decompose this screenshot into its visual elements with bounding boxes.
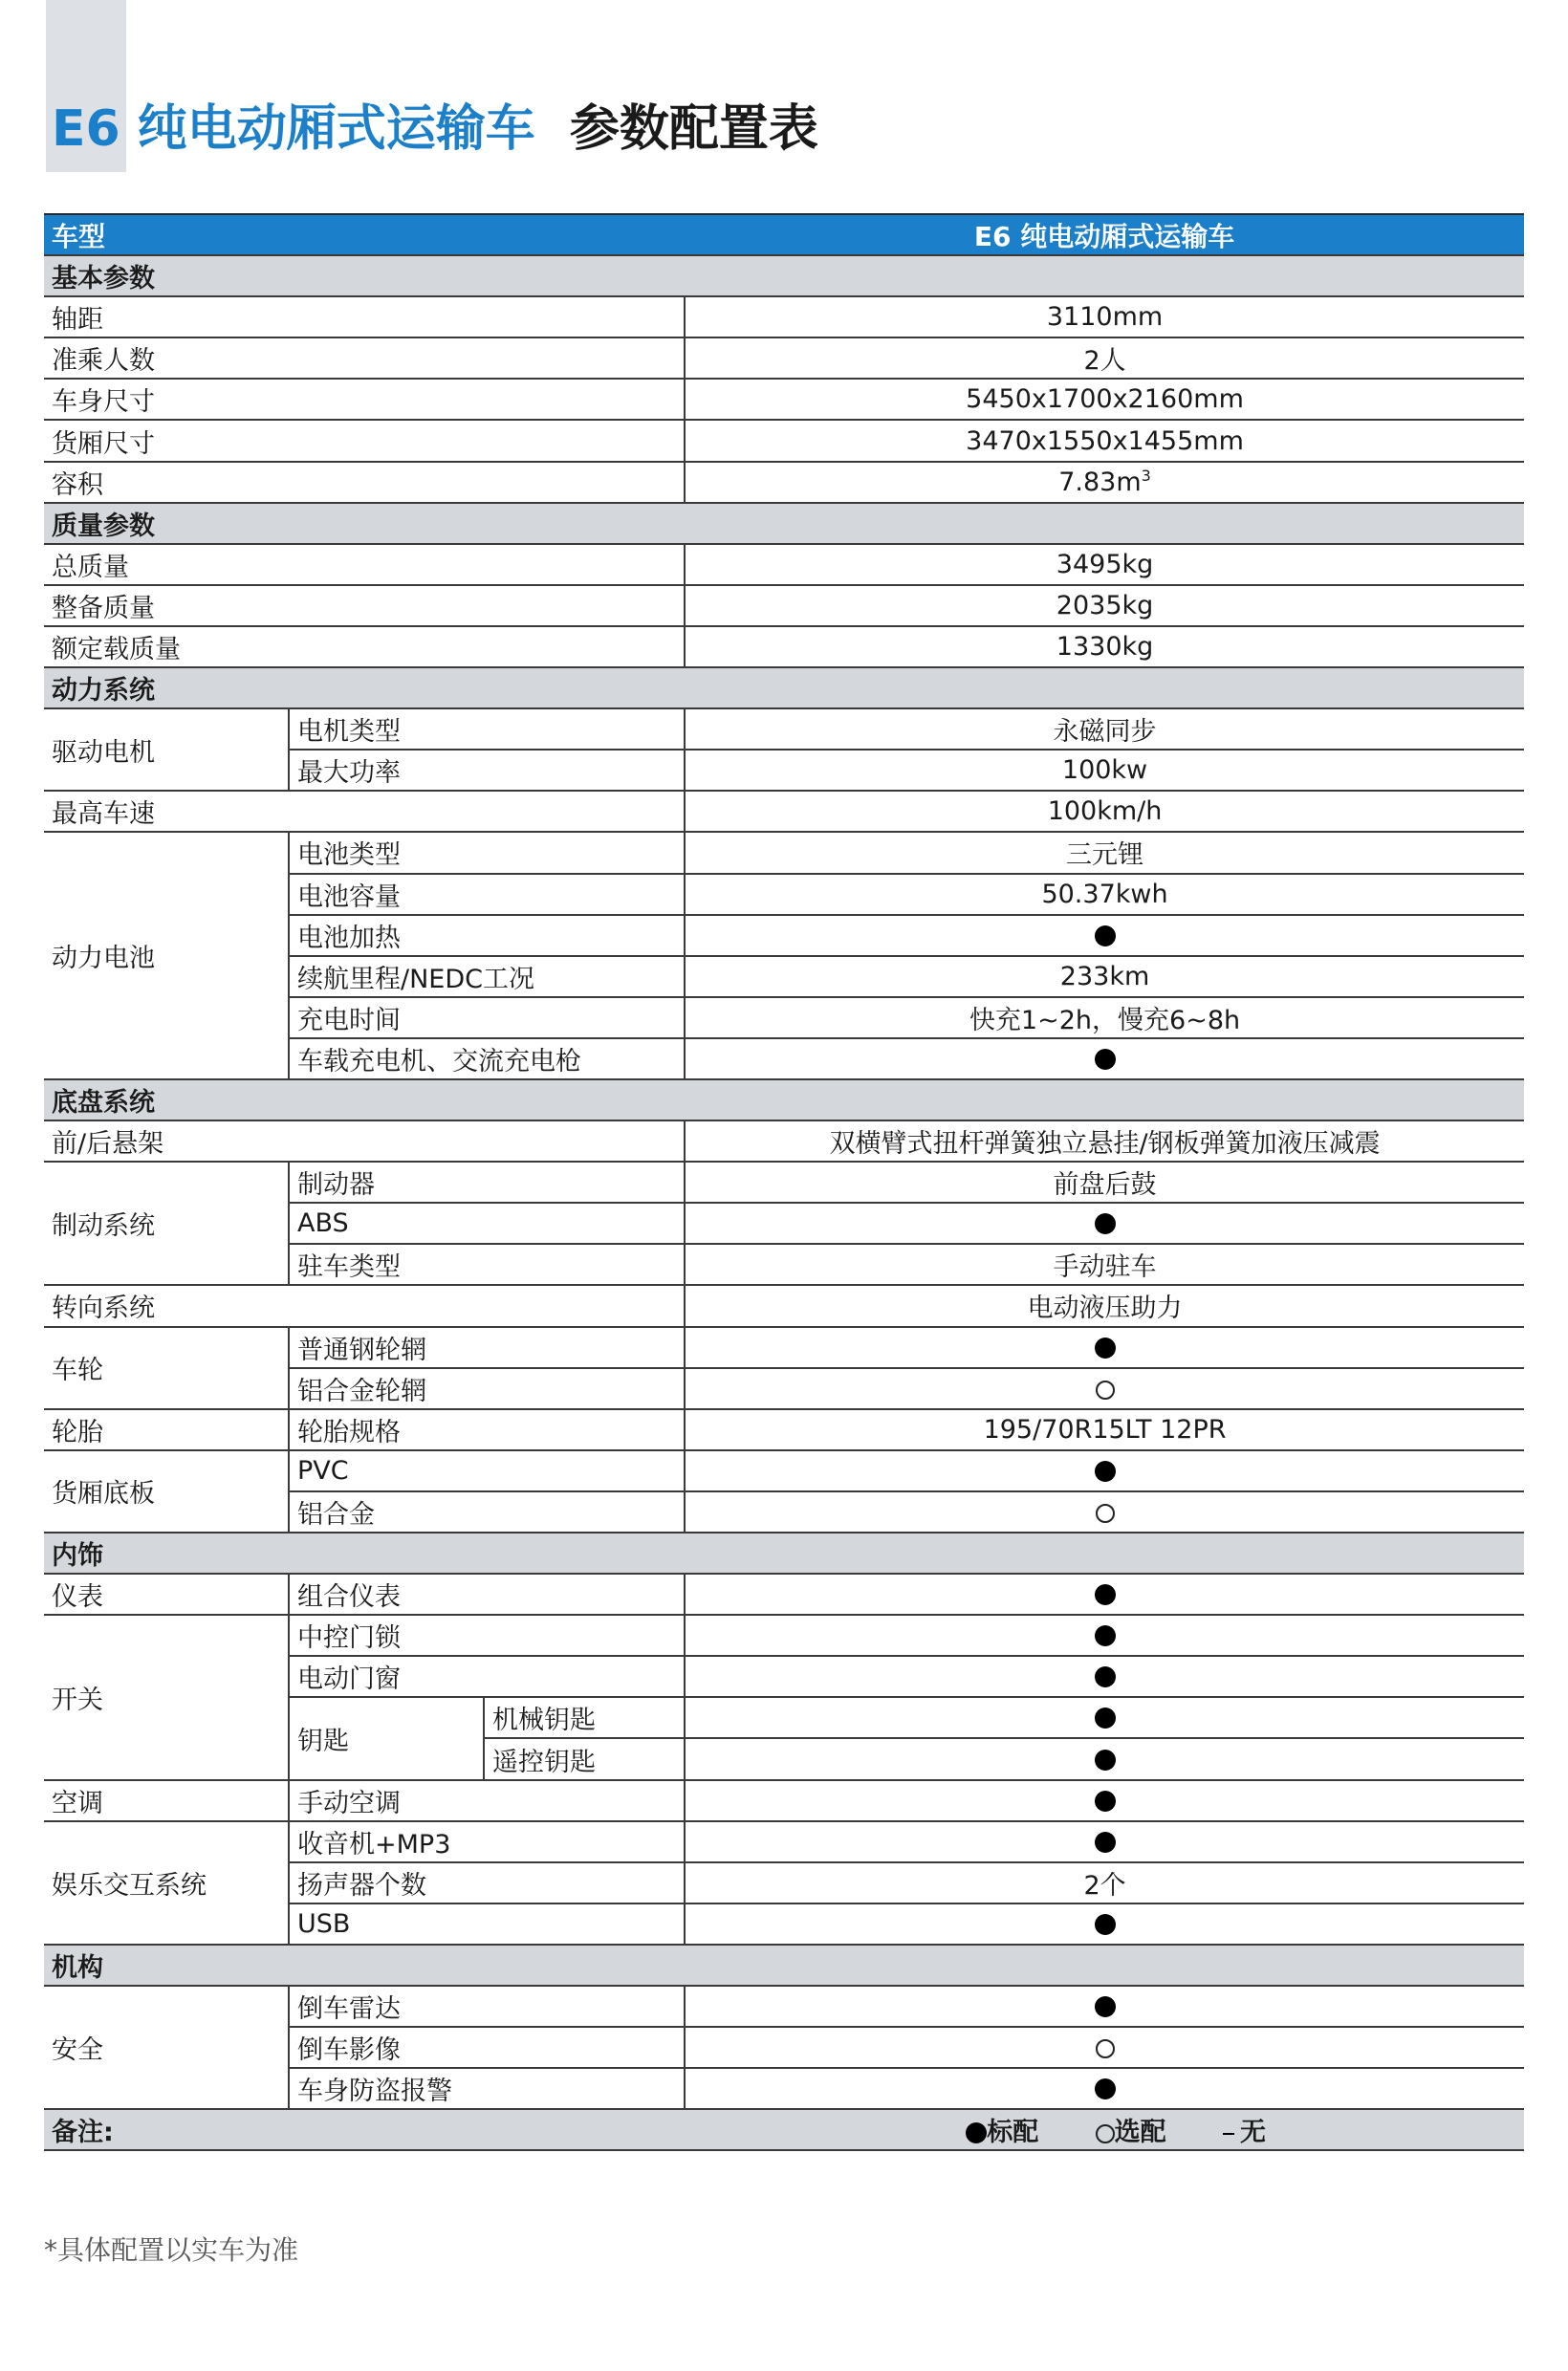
group-label: 空调: [44, 1780, 289, 1821]
group-label: 车轮: [44, 1327, 289, 1409]
row-value: 3495kg: [685, 544, 1524, 585]
standard-dot-icon: [1095, 1832, 1116, 1853]
table-row: [44, 791, 1524, 832]
table-row: [44, 1450, 1524, 1491]
table-row: [44, 1285, 1524, 1326]
row-value: [685, 1327, 1524, 1368]
optional-circle-icon: [1096, 1504, 1115, 1523]
row-value: 手动驻车: [685, 1244, 1524, 1285]
section-basic: 基本参数: [44, 255, 1524, 296]
row-label: 电机类型: [289, 708, 685, 750]
table-row: [44, 1162, 1524, 1203]
page-title: [52, 96, 818, 163]
legend-none: [1223, 2111, 1266, 2148]
row-label: ABS: [289, 1203, 685, 1244]
section-row: [44, 667, 1524, 708]
group-label: 制动系统: [44, 1162, 289, 1285]
spec-table: [44, 213, 1524, 2151]
table-header-row: [44, 214, 1524, 255]
table-row: [44, 1120, 1524, 1162]
section-row: [44, 255, 1524, 296]
row-value: [685, 915, 1524, 956]
row-value: [685, 462, 1524, 503]
group-label: 轮胎: [44, 1409, 289, 1450]
group-label: 安全: [44, 1986, 289, 2109]
row-label: 车身防盗报警: [289, 2068, 685, 2109]
header-label: 车型: [44, 214, 685, 255]
volume-value: 7.83m: [1058, 468, 1142, 498]
row-value: [685, 1615, 1524, 1656]
section-power: 动力系统: [44, 667, 1524, 708]
standard-dot-icon: [966, 2122, 987, 2143]
row-value: [685, 1697, 1524, 1738]
row-value: 100kw: [685, 750, 1524, 791]
row-label: 扬声器个数: [289, 1862, 685, 1903]
row-label: 最高车速: [44, 791, 685, 832]
standard-dot-icon: [1095, 1666, 1116, 1687]
table-row: [44, 585, 1524, 626]
table-row: [44, 1327, 1524, 1368]
row-label: 车身尺寸: [44, 379, 685, 420]
table-row: [44, 832, 1524, 873]
standard-dot-icon: [1095, 1213, 1116, 1234]
row-value: 233km: [685, 956, 1524, 997]
row-label: 收音机+MP3: [289, 1821, 685, 1862]
section-mass: 质量参数: [44, 503, 1524, 544]
row-label: 电动门窗: [289, 1656, 685, 1697]
row-value: [685, 1450, 1524, 1491]
row-label: 整备质量: [44, 585, 685, 626]
row-label: PVC: [289, 1450, 685, 1491]
row-label: 准乘人数: [44, 337, 685, 379]
row-label: 倒车雷达: [289, 1986, 685, 2027]
optional-circle-icon: [1096, 2039, 1115, 2058]
row-value: [685, 1038, 1524, 1079]
table-row: [44, 626, 1524, 667]
standard-dot-icon: [1095, 1996, 1116, 2017]
none-dash-icon: [1223, 2133, 1234, 2135]
section-interior: 内饰: [44, 1533, 1524, 1574]
row-label: 普通钢轮辋: [289, 1327, 685, 1368]
section-row: [44, 503, 1524, 544]
row-label: 轮胎规格: [289, 1409, 685, 1450]
table-row: [44, 1615, 1524, 1656]
row-label: 驻车类型: [289, 1244, 685, 1285]
row-label: 遥控钥匙: [484, 1738, 685, 1779]
standard-dot-icon: [1095, 1049, 1116, 1070]
row-value: 1330kg: [685, 626, 1524, 667]
row-label: 组合仪表: [289, 1574, 685, 1615]
row-label: 轴距: [44, 296, 685, 337]
standard-dot-icon: [1095, 925, 1116, 946]
standard-dot-icon: [1095, 1338, 1116, 1359]
row-value: [685, 1368, 1524, 1409]
row-value: 2个: [685, 1862, 1524, 1903]
row-label: 最大功率: [289, 750, 685, 791]
row-label: 中控门锁: [289, 1615, 685, 1656]
footer-label: 备注:: [44, 2109, 484, 2150]
row-value: 电动液压助力: [685, 1285, 1524, 1326]
row-label: 前/后悬架: [44, 1120, 685, 1162]
row-value: [685, 1903, 1524, 1945]
subgroup-label: 钥匙: [289, 1697, 484, 1779]
legend-standard: [966, 2111, 1038, 2148]
legend-row: [44, 2109, 1524, 2150]
legend-standard-label: 标配: [987, 2118, 1039, 2148]
row-label: 铝合金轮辋: [289, 1368, 685, 1409]
standard-dot-icon: [1095, 2078, 1116, 2099]
section-row: [44, 1079, 1524, 1120]
table-row: [44, 420, 1524, 461]
row-value: 100km/h: [685, 791, 1524, 832]
legend-none-label: 无: [1240, 2118, 1267, 2148]
row-value: [685, 2068, 1524, 2109]
group-label: 驱动电机: [44, 708, 289, 791]
standard-dot-icon: [1095, 1584, 1116, 1605]
row-label: 转向系统: [44, 1285, 685, 1326]
group-label: 开关: [44, 1615, 289, 1779]
header-value: E6 纯电动厢式运输车: [685, 214, 1524, 255]
row-value: 2人: [685, 337, 1524, 379]
group-label: 仪表: [44, 1574, 289, 1615]
standard-dot-icon: [1095, 1791, 1116, 1812]
table-row: [44, 296, 1524, 337]
row-value: [685, 1574, 1524, 1615]
table-row: [44, 462, 1524, 503]
row-value: [685, 1656, 1524, 1697]
row-value: [685, 2027, 1524, 2068]
row-label: 铝合金: [289, 1491, 685, 1533]
row-label: 电池容量: [289, 874, 685, 915]
row-label: 手动空调: [289, 1780, 685, 1821]
optional-circle-icon: [1096, 2124, 1115, 2143]
row-label: 充电时间: [289, 997, 685, 1038]
row-value: 3470x1550x1455mm: [685, 420, 1524, 461]
table-row: [44, 337, 1524, 379]
footnote: *具体配置以实车为准: [44, 2234, 299, 2266]
row-label: 电池加热: [289, 915, 685, 956]
row-value: [685, 1203, 1524, 1244]
row-label: 电池类型: [289, 832, 685, 873]
title-model: E6 纯电动厢式运输车: [52, 100, 535, 158]
row-value: 5450x1700x2160mm: [685, 379, 1524, 420]
table-row: [44, 379, 1524, 420]
row-label: 总质量: [44, 544, 685, 585]
standard-dot-icon: [1095, 1461, 1116, 1482]
row-value: 快充1~2h，慢充6~8h: [685, 997, 1524, 1038]
standard-dot-icon: [1095, 1750, 1116, 1771]
row-label: USB: [289, 1903, 685, 1945]
row-value: 永磁同步: [685, 708, 1524, 750]
row-value: [685, 1780, 1524, 1821]
row-value: 前盘后鼓: [685, 1162, 1524, 1203]
row-value: [685, 1986, 1524, 2027]
row-label: 制动器: [289, 1162, 685, 1203]
table-row: [44, 1409, 1524, 1450]
row-label: 额定载质量: [44, 626, 685, 667]
title-suffix: 参数配置表: [569, 100, 818, 158]
row-value: [685, 1738, 1524, 1779]
row-value: 50.37kwh: [685, 874, 1524, 915]
legend-optional: [1096, 2111, 1166, 2148]
row-label: 续航里程/NEDC工况: [289, 956, 685, 997]
table-row: [44, 708, 1524, 750]
section-chassis: 底盘系统: [44, 1079, 1524, 1120]
row-label: 机械钥匙: [484, 1697, 685, 1738]
group-label: 动力电池: [44, 832, 289, 1079]
section-row: [44, 1533, 1524, 1574]
row-value: [685, 1491, 1524, 1533]
table-row: [44, 544, 1524, 585]
standard-dot-icon: [1095, 1625, 1116, 1646]
table-row: [44, 1574, 1524, 1615]
group-label: 货厢底板: [44, 1450, 289, 1533]
row-value: 195/70R15LT 12PR: [685, 1409, 1524, 1450]
row-value: [685, 1821, 1524, 1862]
row-value: 3110mm: [685, 296, 1524, 337]
row-label: 货厢尺寸: [44, 420, 685, 461]
standard-dot-icon: [1095, 1708, 1116, 1729]
legend-optional-label: 选配: [1114, 2118, 1166, 2148]
row-label: 容积: [44, 462, 685, 503]
legend: [484, 2109, 1524, 2150]
row-label: 车载充电机、交流充电枪: [289, 1038, 685, 1079]
group-label: 娱乐交互系统: [44, 1821, 289, 1945]
optional-circle-icon: [1096, 1381, 1115, 1400]
volume-superscript: 3: [1141, 467, 1151, 486]
row-label: 倒车影像: [289, 2027, 685, 2068]
section-mechanism: 机构: [44, 1945, 1524, 1986]
table-row: [44, 1986, 1524, 2027]
section-row: [44, 1945, 1524, 1986]
table-row: [44, 1780, 1524, 1821]
table-row: [44, 1821, 1524, 1862]
row-value: 三元锂: [685, 832, 1524, 873]
row-value: 2035kg: [685, 585, 1524, 626]
standard-dot-icon: [1095, 1914, 1116, 1935]
row-value: 双横臂式扭杆弹簧独立悬挂/钢板弹簧加液压减震: [685, 1120, 1524, 1162]
